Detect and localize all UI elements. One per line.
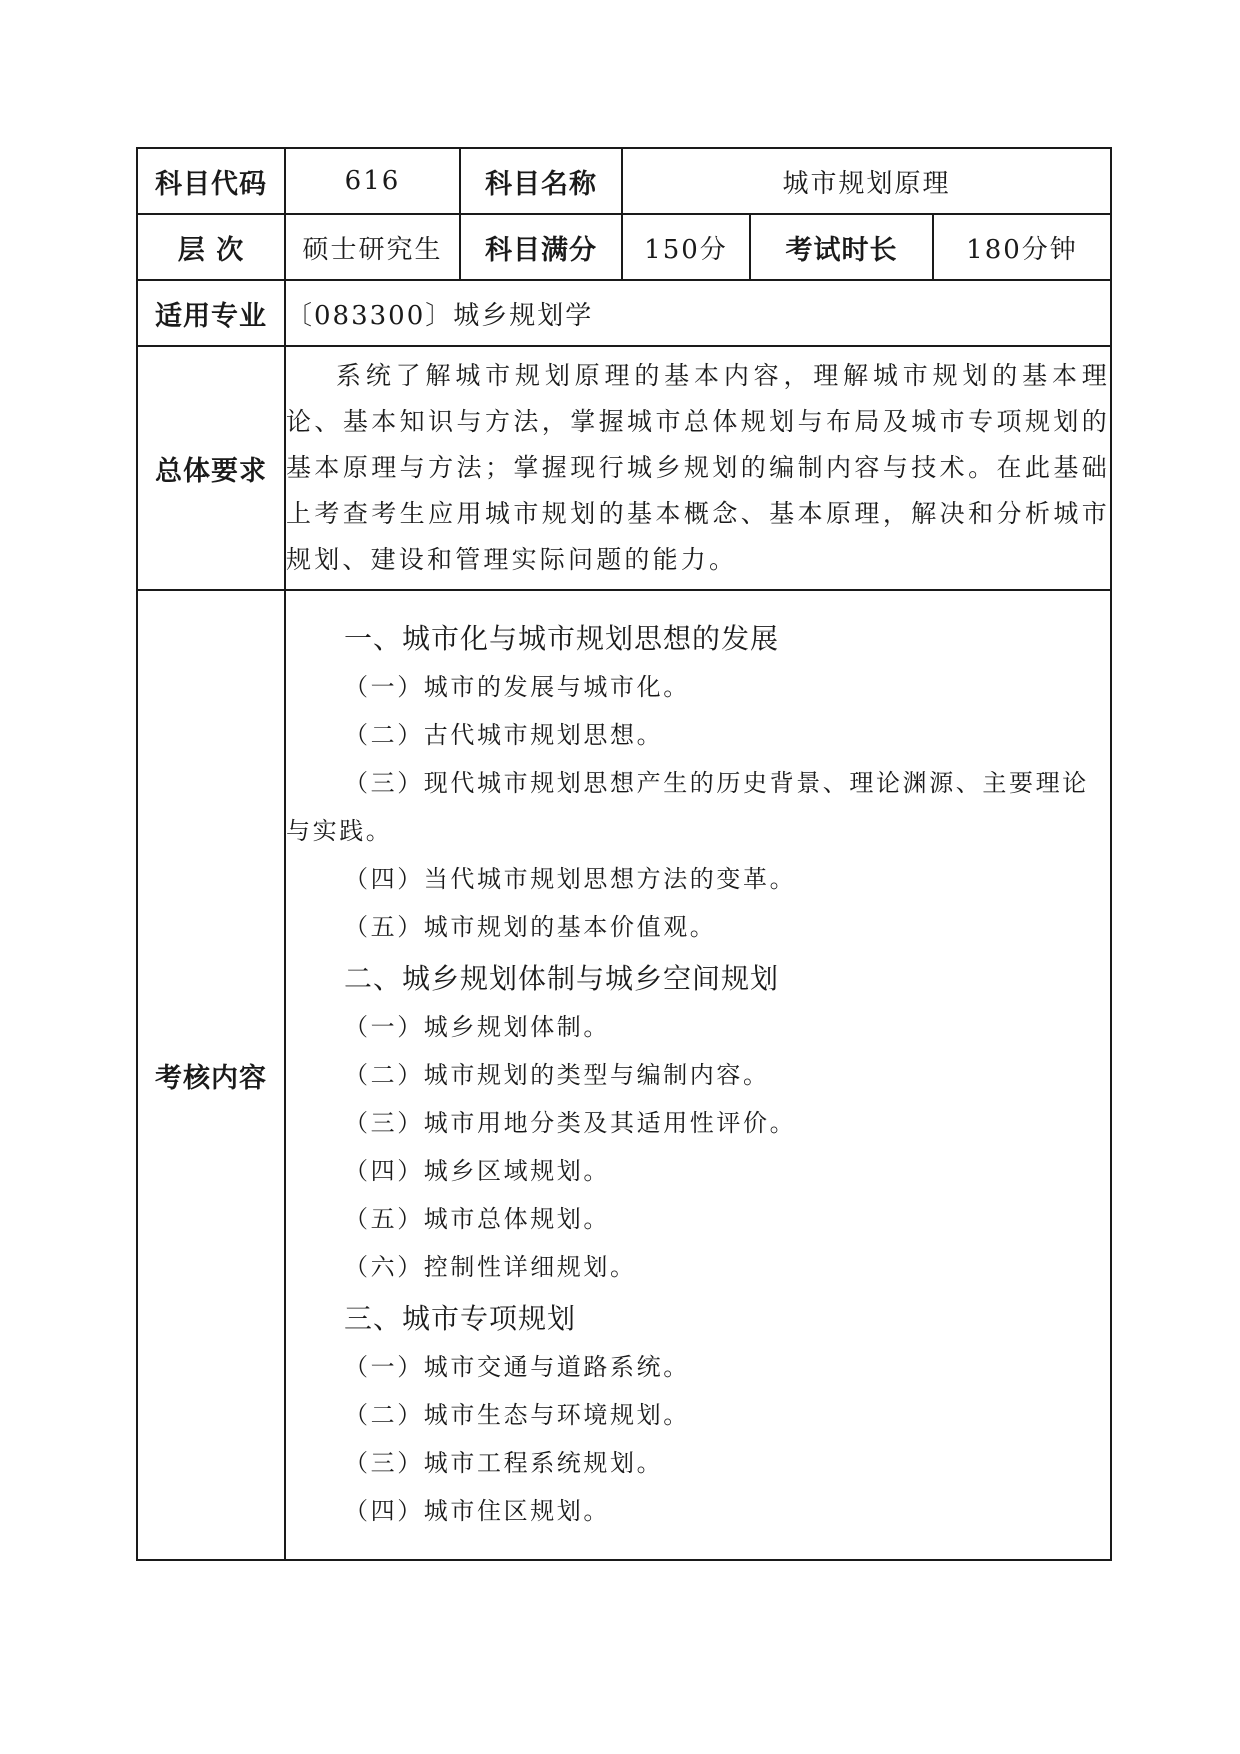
list-item: （一）城市交通与道路系统。 [344,1353,690,1381]
list-item: （三）城市工程系统规划。 [344,1449,664,1477]
list-item: （一）城乡规划体制。 [344,1013,610,1041]
subject-name-label: 科目名称 [460,148,622,214]
list-item: （四）城市住区规划。 [344,1497,610,1525]
row-content [137,590,1111,1560]
content-label: 考核内容 [137,590,285,1560]
list-item: （五）城市规划的基本价值观。 [344,913,717,941]
list-item: （二）古代城市规划思想。 [344,721,664,749]
list-item: （一）城市的发展与城市化。 [344,673,690,701]
list-item: （四）城乡区域规划。 [344,1157,610,1185]
row-requirements [137,346,1111,590]
subject-code-value: 616 [285,148,460,214]
major-label: 适用专业 [137,280,285,346]
list-item: （二）城市生态与环境规划。 [344,1401,690,1429]
section-title: 二、城乡规划体制与城乡空间规划 [344,962,780,995]
level-label: 层 次 [137,214,285,280]
exam-duration-label: 考试时长 [750,214,933,280]
requirements-text: 系统了解城市规划原理的基本内容，理解城市规划的基本理论、基本知识与方法，掌握城市总体规划与布局及城市专项规划的基本原理与方法；掌握现行城乡规划的编制内容与技术。在此基础上考查考生应用城市规划的基本概念、基本原理，解决和分析城市规划、建设和管理实际问题的能力。 [285,346,1111,590]
requirements-label: 总体要求 [137,346,285,590]
list-item: （三）现代城市规划思想产生的历史背景、理论渊源、主要理论与实践。 [286,769,1089,845]
row-subject [137,148,1111,214]
full-score-label: 科目满分 [460,214,622,280]
list-item: （四）当代城市规划思想方法的变革。 [344,865,797,893]
level-value: 硕士研究生 [285,214,460,280]
subject-name-value: 城市规划原理 [622,148,1111,214]
list-item: （二）城市规划的类型与编制内容。 [344,1061,770,1089]
list-item: （六）控制性详细规划。 [344,1253,637,1281]
major-value: 〔083300〕城乡规划学 [285,280,1111,346]
exam-duration-value: 180分钟 [933,214,1111,280]
content-body [285,590,1111,1560]
row-major [137,280,1111,346]
section-title: 三、城市专项规划 [344,1302,577,1335]
section-title: 一、城市化与城市规划思想的发展 [344,622,780,655]
list-item: （三）城市用地分类及其适用性评价。 [344,1109,797,1137]
row-level [137,214,1111,280]
list-item: （五）城市总体规划。 [344,1205,610,1233]
full-score-value: 150分 [622,214,750,280]
exam-syllabus-table [136,147,1112,1561]
subject-code-label: 科目代码 [137,148,285,214]
